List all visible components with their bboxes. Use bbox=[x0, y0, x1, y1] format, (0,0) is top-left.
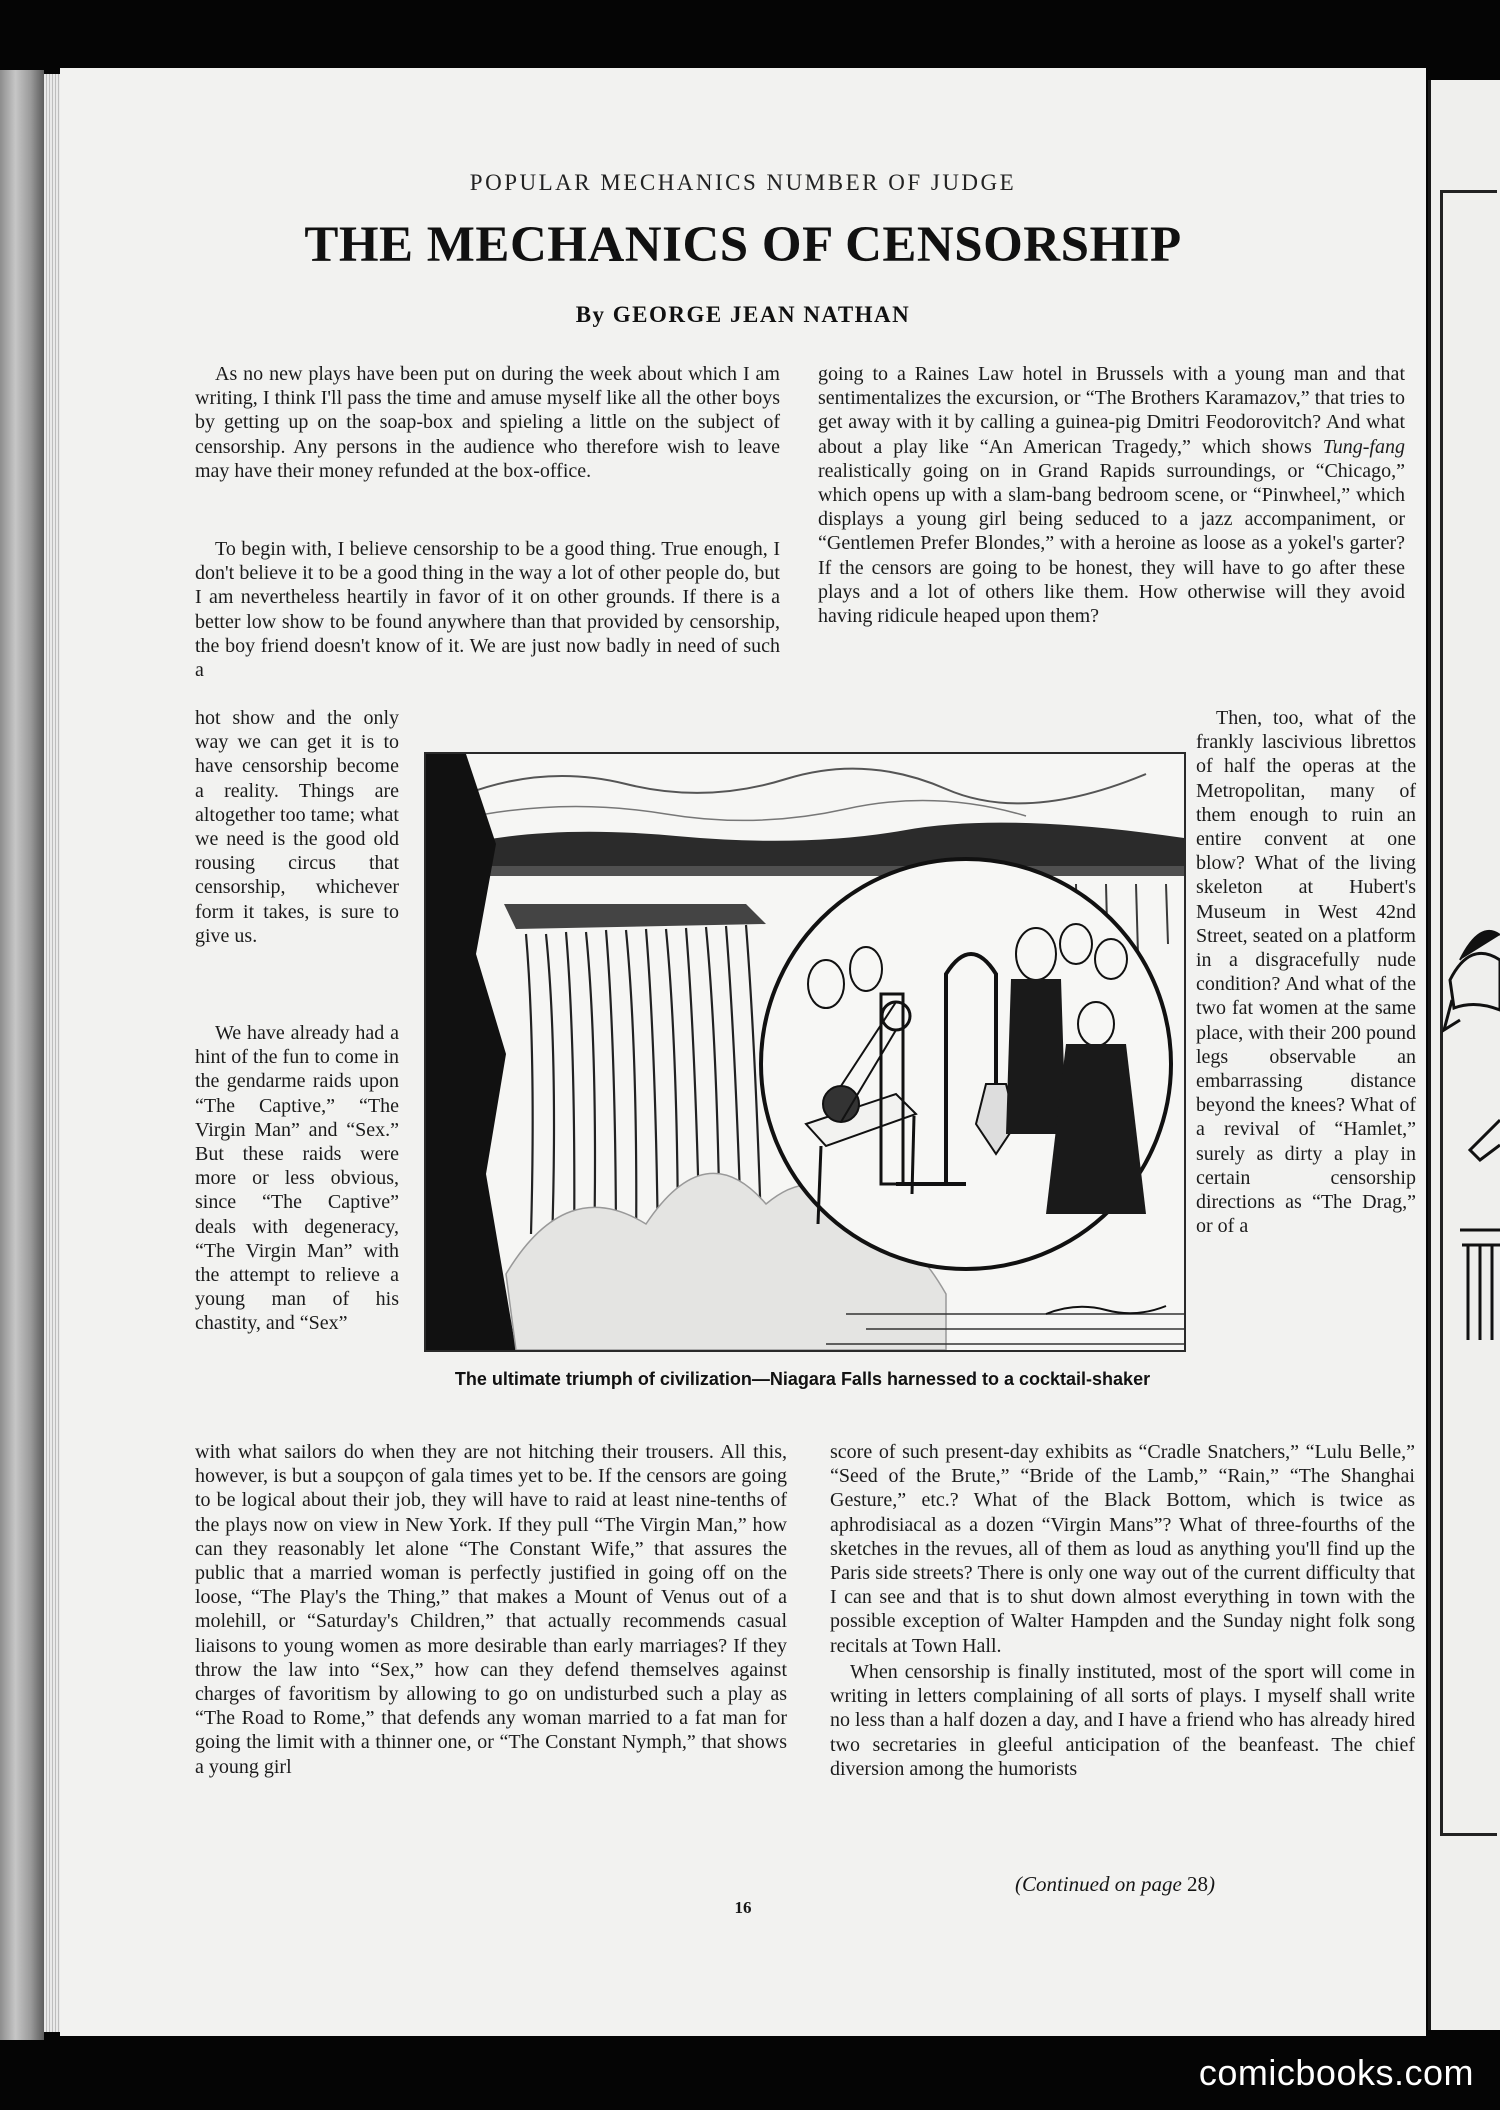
continued-suffix: ) bbox=[1208, 1872, 1216, 1896]
byline: By GEORGE JEAN NATHAN bbox=[575, 302, 911, 327]
niagara-drawing bbox=[426, 754, 1184, 1350]
continued-notice bbox=[960, 1872, 1270, 1897]
col1-paragraph-1: As no new plays have been put on during the week about which I am writing, I think I'll pass the time and amuse myself like all the other boys by getting up on the soap-box and spieling a little on the subject of censorship. Any persons in the audience who therefore wish to leave may have their money refunded at the box-office. bbox=[195, 363, 780, 482]
illustration-niagara-cocktail bbox=[424, 752, 1186, 1352]
illustration-caption: The ultimate triumph of civilization—Niagara Falls harnessed to a cocktail-shaker bbox=[454, 1369, 1151, 1389]
col2-final-paragraph: When censorship is finally instituted, most of the sport will come in writing in letters complaining of all sorts of plays. I myself shall write no less than a half dozen a day, and I have a friend who has already hired two secretaries in gleeful anticipation of the beanfeast. The chief diversion among the humorists bbox=[830, 1661, 1415, 1780]
watermark: comicbooks.com bbox=[1198, 2052, 1474, 2093]
book-binding bbox=[0, 70, 44, 2040]
continued-prefix: (Continued on page bbox=[1014, 1872, 1182, 1896]
col2-top-text bbox=[818, 362, 1405, 628]
page-number: 16 bbox=[734, 1898, 752, 1917]
col1-bottom-text: with what sailors do when they are not hitching their trousers. All this, however, is but a soupçon of gala times yet to be. If the censors are going to be logical about their job, they will have to raid at least nine-tenths of the plays now on view in New York. If they pull “The Virgin Man,” how can they reasonably let alone “The Constant Wife,” that assures the public that a married woman is perfectly justified in going off on the loose, “The Play's the Thing,” that makes a Mount of Venus out of a molehill, or “Saturday's Children,” that actually recommends casual liaisons to young women as more desirable than early marriages? If they throw the law into “Sex,” how can they defend themselves against charges of favoritism by allowing to go on undisturbed such a play as “The Road to Rome,” that defends any woman married to a fat man for going the limit with a thinner one, or “The Constant Nymph,” that shows a young girl bbox=[195, 1441, 787, 1778]
col2-top-text-b: realistically going on in Grand Rapids surroundings, or “Chicago,” which opens up with a slam-bang bedroom scene, or “Pinwheel,” which displays a young girl being seduced to a jazz accompaniment, or “Gentlemen Prefer Blondes,” with a heroine as loose as a yokel's garter? If the censors are going to be honest, they will have to go after these plays and a lot of others like them. How otherwise will they avoid having ridicule heaped upon them? bbox=[818, 459, 1405, 628]
article-title: THE MECHANICS OF CENSORSHIP bbox=[304, 217, 1182, 273]
col1-narrow-paragraph-a: hot show and the only way we can get it is to have censorship become a reality. Things are altogether too tame; what we need is the good old rousing circus that censorship, whichever form it takes, is sure to give us. bbox=[195, 707, 399, 947]
col2-italic-title: Tung-fang bbox=[1322, 435, 1405, 458]
facing-page-cartoon bbox=[1440, 900, 1500, 1400]
col1-paragraph-2: To begin with, I believe censorship to be a good thing. True enough, I don't believe it to be a good thing in the way a lot of other people do, but I am nevertheless heartily in favor of it on other grounds. If there is a better low show to be found anywhere than that provided by censorship, the boy friend doesn't know of it. We are just now badly in need of such a bbox=[195, 538, 780, 682]
running-head: POPULAR MECHANICS NUMBER OF JUDGE bbox=[469, 170, 1017, 195]
col2-bottom-text: score of such present-day exhibits as “Cradle Snatchers,” “Lulu Belle,” “Seed of the Brute,” “Bride of the Lamb,” “Rain,” “The Shanghai Gesture,” etc.? What of the Black Bottom, which is twice as aphrodisiacal as a dozen “Virgin Mans”? What of three-fourths of the sketches in the revues, all of them as loud as anything you'll find up the Paris side streets? There is only one way out of the current difficulty that I can see and that is to shut down almost everything in town with the possible exception of Walter Hampden and the Sunday night folk song recitals at Town Hall. bbox=[830, 1441, 1415, 1657]
col2-top-text-a: going to a Raines Law hotel in Brussels with a young man and that sentimentalizes the excursion, or “The Brothers Karamazov,” that tries to get away with it by calling a guinea-pig Dmitri Feodorovitch? And what about a play like “An American Tragedy,” which shows bbox=[818, 363, 1405, 458]
col1-narrow-paragraph-b: We have already had a hint of the fun to come in the gendarme raids upon “The Captive,” “The Virgin Man” and “Sex.” But these raids were more or less obvious, since “The Captive” deals with degeneracy, “The Virgin Man” with the attempt to relieve a young man of his chastity, and “Sex” bbox=[195, 1022, 399, 1335]
continued-page-number: 28 bbox=[1187, 1872, 1209, 1896]
col2-narrow-paragraph: Then, too, what of the frankly lascivious librettos of half the operas at the Metropolitan, many of them enough to ruin an entire convent at one blow? What of the living skeleton at Hubert's Museum in West 42nd Street, seated on a platform in a disgracefully nude condition? And what of the two fat women at the same place, with their 200 pound legs observable an embarrassing distance beyond the knees? What of a revival of “Hamlet,” surely as dirty a play in certain censorship directions as “The Drag,” or of a bbox=[1196, 707, 1416, 1238]
